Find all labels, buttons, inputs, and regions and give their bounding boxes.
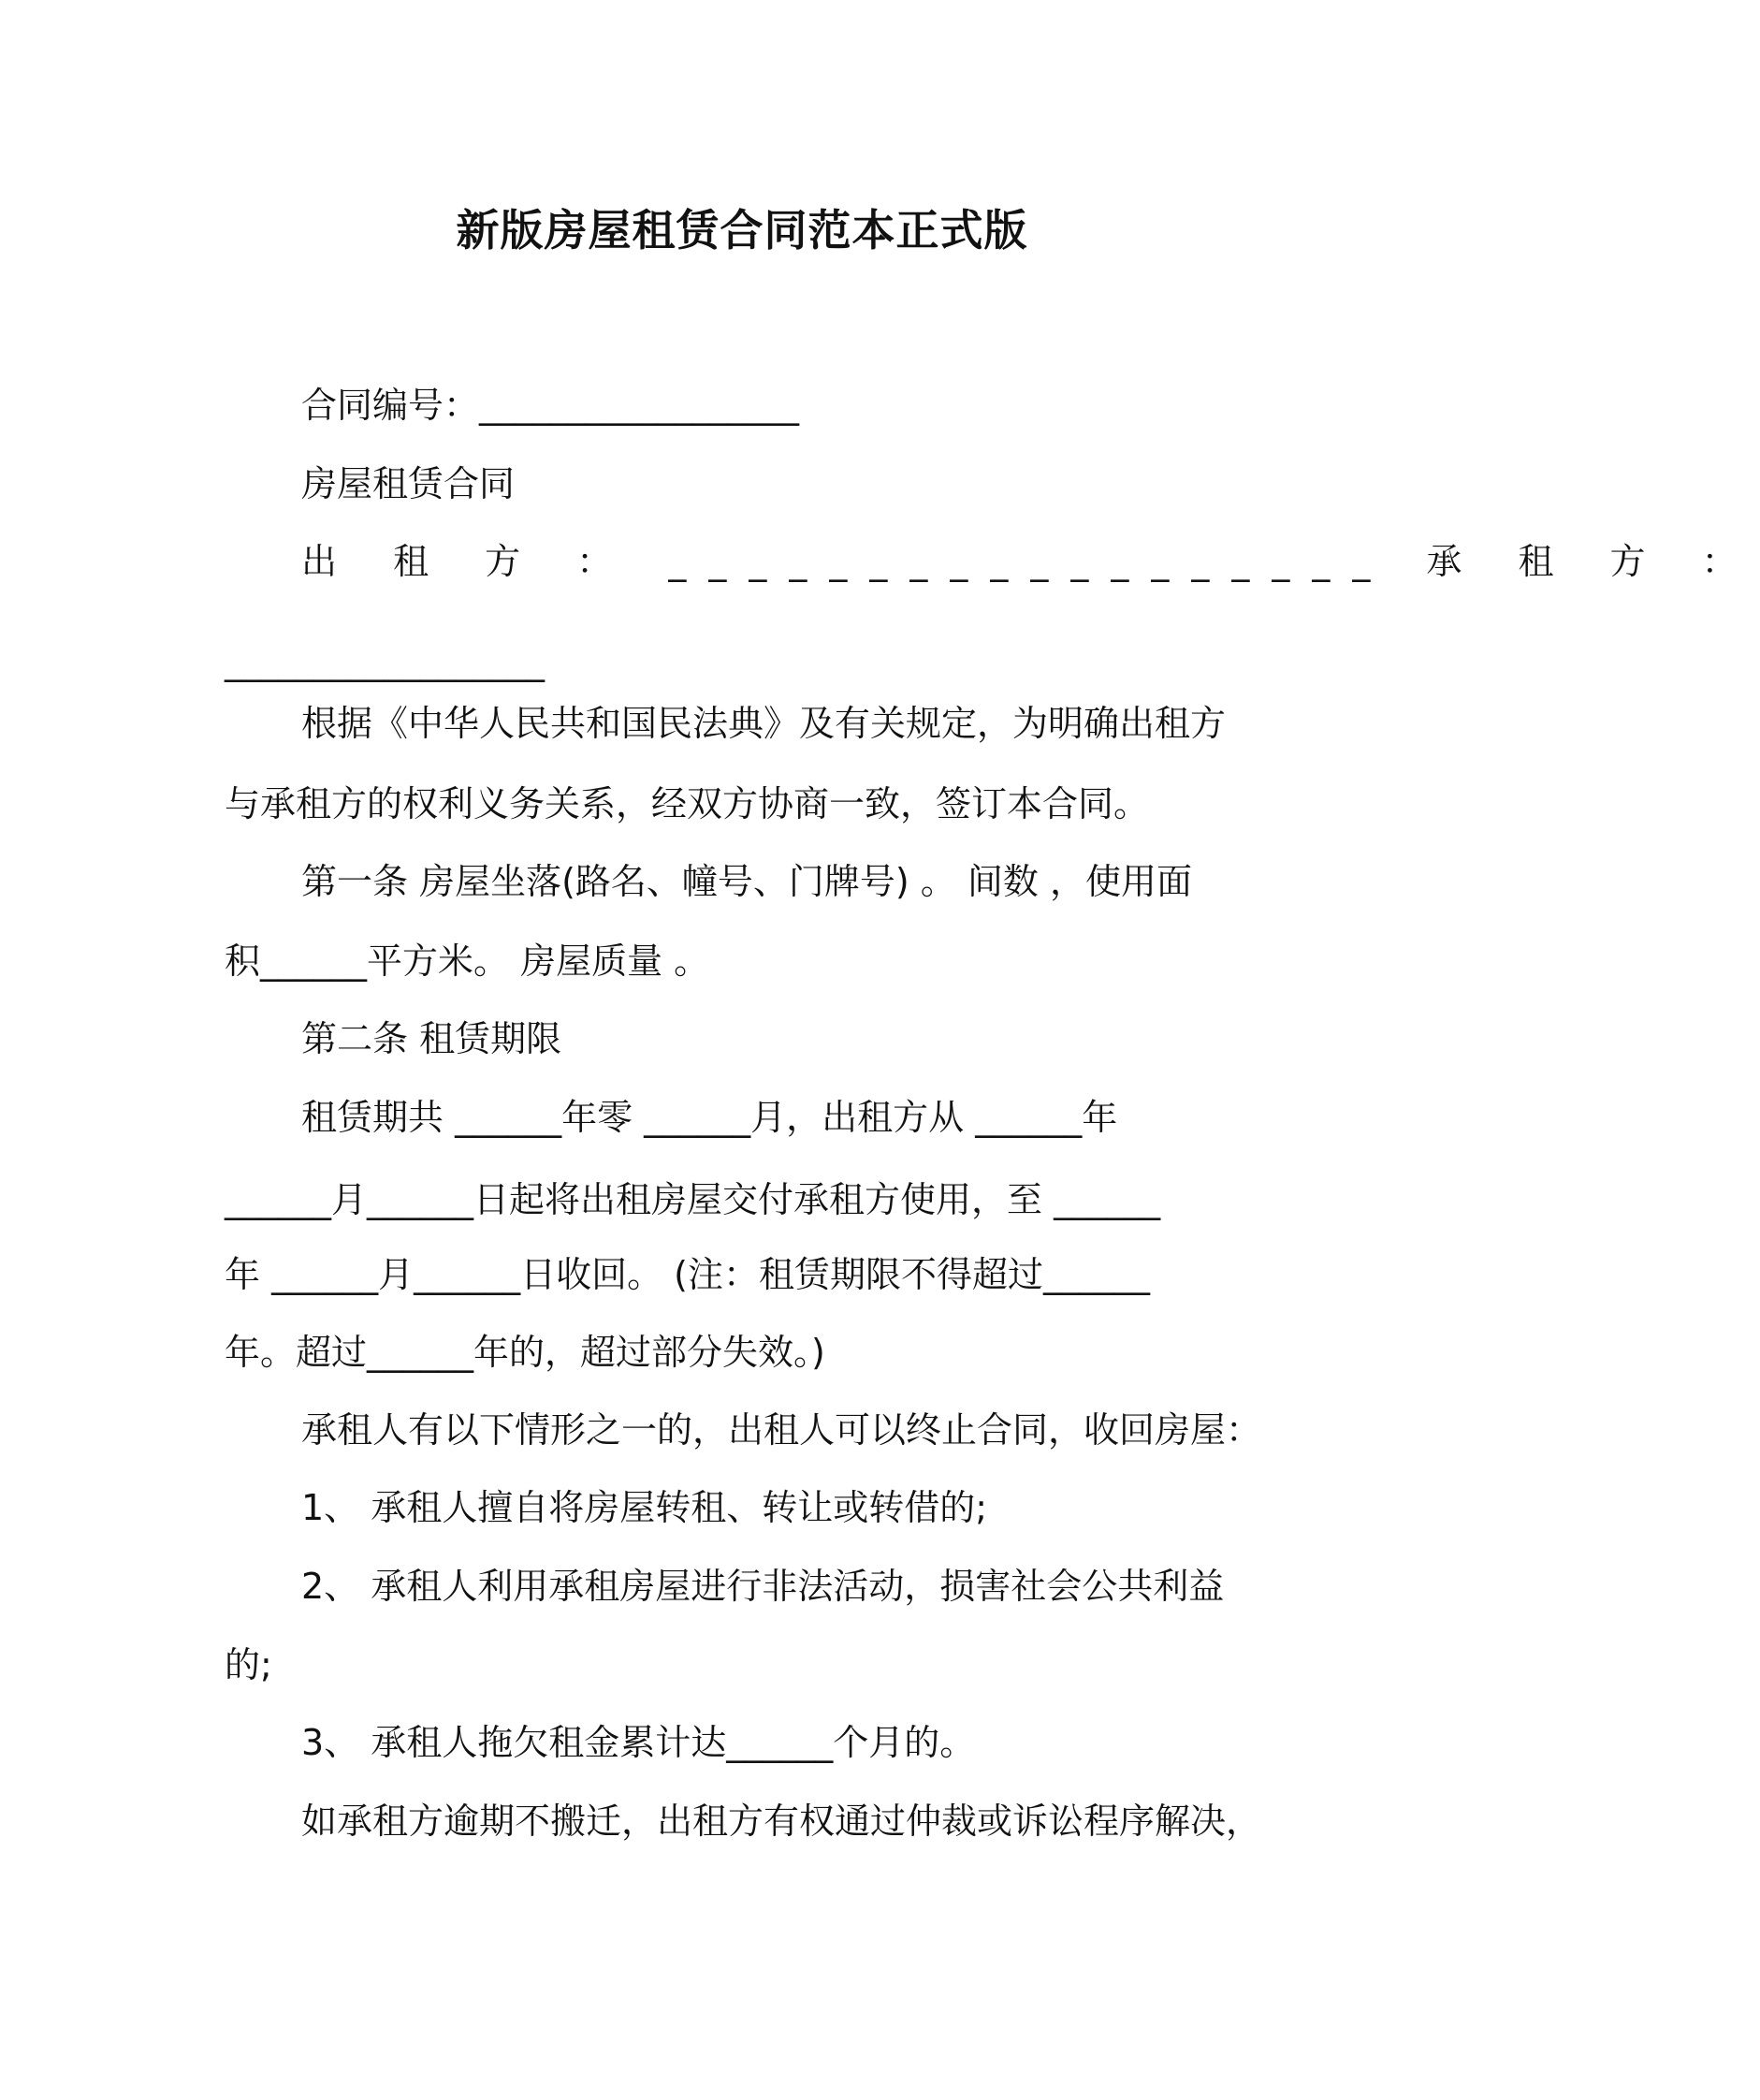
- article-1-line-2: 积______平方米。 房屋质量 。: [225, 941, 710, 982]
- lease-term-line-3: 年 ______月______日收回。 (注：租赁期限不得超过______: [225, 1254, 1150, 1295]
- contract-number-line: 合同编号：__________________: [301, 385, 800, 426]
- overdue-clause-line: 如承租方逾期不搬迁，出租方有权通过仲裁或诉讼程序解决，: [301, 1801, 1262, 1842]
- termination-intro: 承租人有以下情形之一的，出租人可以终止合同，收回房屋：: [301, 1409, 1262, 1451]
- termination-item-2: 2、 承租人利用承租房屋进行非法活动，损害社会公共利益: [301, 1566, 1225, 1607]
- preamble-line-1: 根据《中华人民共和国民法典》及有关规定，为明确出租方: [301, 703, 1227, 744]
- termination-item-1: 1、 承租人擅自将房屋转租、转让或转借的;: [301, 1487, 988, 1528]
- termination-item-3: 3、 承租人拖欠租金累计达______个月的。: [301, 1722, 976, 1763]
- document-title: 新版房屋租赁合同范本正式版: [456, 205, 1028, 255]
- lease-term-line-4: 年。超过______年的，超过部分失效。): [225, 1332, 825, 1373]
- article-2-heading: 第二条 租赁期限: [301, 1018, 562, 1059]
- lease-term-line-2: ______月______日起将出租房屋交付承租方使用，至 ______: [225, 1179, 1161, 1220]
- article-1-line-1: 第一条 房屋坐落(路名、幢号、门牌号) 。 间数 ，使用面: [301, 861, 1192, 902]
- lease-term-line-1: 租赁期共 ______年零 ______月，出租方从 ______年: [301, 1097, 1118, 1138]
- preamble-line-2: 与承租方的权利义务关系，经双方协商一致，签订本合同。: [225, 783, 1150, 824]
- termination-item-2-cont: 的;: [225, 1644, 272, 1685]
- parties-line: 出 租 方 ： __________________ 承 租 方 ：: [301, 541, 1760, 582]
- tenant-blank-line: __________________: [225, 641, 545, 682]
- contract-heading: 房屋租赁合同: [301, 463, 516, 504]
